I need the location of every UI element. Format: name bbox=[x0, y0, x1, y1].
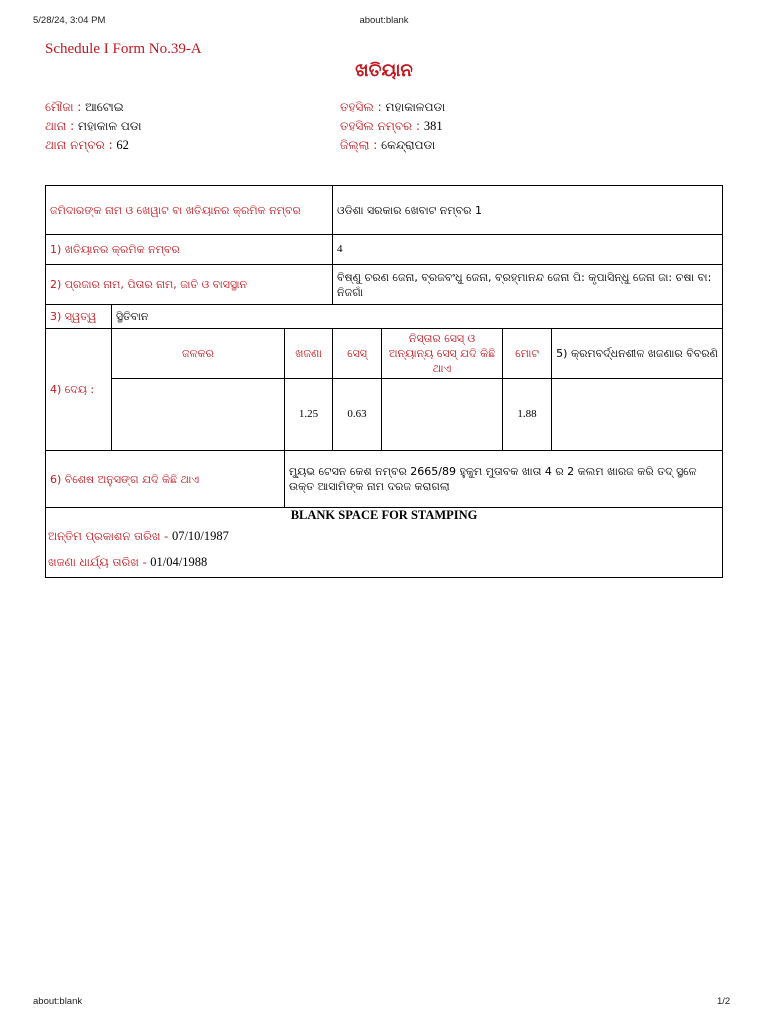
dues-header-progressive-rent: 5) କ୍ରମବର୍ଦ୍ଧନଶୀଳ ଖଜଣାର ବିବରଣି bbox=[552, 329, 723, 379]
special-row bbox=[46, 451, 723, 508]
stamp-title: BLANK SPACE FOR STAMPING bbox=[290, 508, 478, 522]
dues-value-total: 1.88 bbox=[503, 379, 552, 451]
dues-label: 4) ଦେୟ : bbox=[46, 329, 112, 451]
print-page-number: 1/2 bbox=[717, 996, 731, 1007]
district-value: କେନ୍ଦ୍ରାପଡା bbox=[381, 138, 436, 152]
zamindar-label: ଜମିଦାରଙ୍କ ନାମ ଓ ଖେୱାଟ ବା ଖତିୟାନର କ୍ରମିକ ନମ୍ବର bbox=[46, 186, 333, 235]
mouza-value: ଆଟୋଇ bbox=[85, 100, 124, 114]
document-title: ଖତିୟାନ bbox=[355, 60, 413, 81]
right-label: 3) ସ୍ୱତ୍ୱ bbox=[46, 305, 112, 329]
print-header-url: about:blank bbox=[359, 15, 409, 26]
tahasil-no-label: ତହସିଲ ନମ୍ବର : bbox=[340, 119, 424, 133]
khatiyan-serial-label: 1) ଖତିୟାନର କ୍ରମିକ ନମ୍ବର bbox=[46, 235, 333, 265]
dues-header-jalakar: ଜଳକର bbox=[112, 329, 285, 379]
dues-values-row bbox=[46, 379, 723, 451]
district-row bbox=[340, 136, 445, 155]
tahasil-no-row bbox=[340, 117, 445, 136]
thana-row bbox=[45, 117, 141, 136]
print-datetime: 5/28/24, 3:04 PM bbox=[33, 15, 106, 26]
thana-no-label: ଥାନା ନମ୍ବର : bbox=[45, 138, 117, 152]
dues-value-jalakar bbox=[112, 379, 285, 451]
tenant-label: 2) ପ୍ରଜାର ନାମ, ପିତାର ନାମ, ଜାତି ଓ ବାସସ୍ଥାନ bbox=[46, 265, 333, 305]
dues-header-khajana: ଖଜଣା bbox=[285, 329, 333, 379]
tahasil-no-value: 381 bbox=[423, 119, 443, 133]
stamp-row bbox=[46, 508, 723, 578]
khatiyan-serial-row bbox=[46, 235, 723, 265]
thana-no-row bbox=[45, 136, 141, 155]
dues-header-other-cess: ନିସ୍ତାର ସେସ୍ ଓ ଅନ୍ୟାନ୍ୟ ସେସ୍ ଯଦି କିଛି ଥାଏ bbox=[382, 329, 503, 379]
thana-value: ମହାକାଳ ପଡା bbox=[78, 119, 142, 133]
final-publication-label: ଅନ୍ତିମ ପ୍ରକାଶନ ତାରିଖ - bbox=[48, 529, 172, 543]
special-value: ମ୍ୟୁଭ ଟେସନ କେଶ ନମ୍ବର 2665/89 ହୁକୁମ ମୁତାବକ ଖାତା 4 ର 2 କଲମ ଖାରଜ କରି ତଦ୍ ସ୍ଥଳେ ଉକ୍ତ ଆସାମିଙ୍କ ନାମ ଦରଜ କରାଗଲା bbox=[285, 451, 723, 508]
zamindar-row bbox=[46, 186, 723, 235]
special-label: 6) ବିଶେଷ ଅନୁସଙ୍ଗ ଯଦି କିଛି ଥାଏ bbox=[46, 451, 285, 508]
mouza-row bbox=[45, 98, 141, 117]
tenant-row bbox=[46, 265, 723, 305]
khatiyan-table bbox=[45, 185, 723, 578]
dues-header-cess: ସେସ୍ bbox=[333, 329, 382, 379]
dues-value-other-cess bbox=[382, 379, 503, 451]
rent-fixation-label: ଖଜଣା ଧାର୍ଯ୍ୟ ତାରିଖ - bbox=[48, 555, 151, 569]
meta-left bbox=[45, 98, 141, 155]
tahasil-value: ମହାକାଳପଡା bbox=[385, 100, 446, 114]
rent-fixation-date bbox=[46, 549, 722, 575]
tahasil-label: ତହସିଲ : bbox=[340, 100, 386, 114]
thana-label: ଥାନା : bbox=[45, 119, 79, 133]
tahasil-row bbox=[340, 98, 445, 117]
dues-header-total: ମୋଟ bbox=[503, 329, 552, 379]
zamindar-value: ଓଡିଶା ସରକାର ଖେବାଟ ନମ୍ବର 1 bbox=[333, 186, 723, 235]
dues-value-khajana: 1.25 bbox=[285, 379, 333, 451]
thana-no-value: 62 bbox=[116, 138, 129, 152]
meta-right bbox=[340, 98, 445, 155]
print-footer-url: about:blank bbox=[33, 996, 83, 1007]
mouza-label: ମୌଜା : bbox=[45, 100, 86, 114]
form-number: Schedule I Form No.39-A bbox=[45, 41, 202, 57]
final-publication-value: 07/10/1987 bbox=[171, 529, 229, 543]
tenant-value: ବିଷ୍ଣୁ ଚରଣ ଜେନା, ବ୍ରଜବଂଧୁ ଜେନା, ବ୍ରହ୍ମାନନ୍ଦ ଜେନା ପି: କୃପାସିନ୍ଧୁ ଜେନା ଜା: ଚଷା ବା: ନିଜଗାଁ bbox=[333, 265, 723, 305]
rent-fixation-value: 01/04/1988 bbox=[150, 555, 208, 569]
right-value: ସ୍ଥିତିବାନ bbox=[112, 305, 723, 329]
district-label: ଜିଲ୍ଲା : bbox=[340, 138, 382, 152]
dues-value-progressive-rent bbox=[552, 379, 723, 451]
dues-header-row bbox=[46, 329, 723, 379]
right-row bbox=[46, 305, 723, 329]
dues-value-cess: 0.63 bbox=[333, 379, 382, 451]
stamp-area bbox=[46, 508, 723, 578]
final-publication-date bbox=[46, 523, 722, 549]
khatiyan-serial-value: 4 bbox=[333, 235, 723, 265]
